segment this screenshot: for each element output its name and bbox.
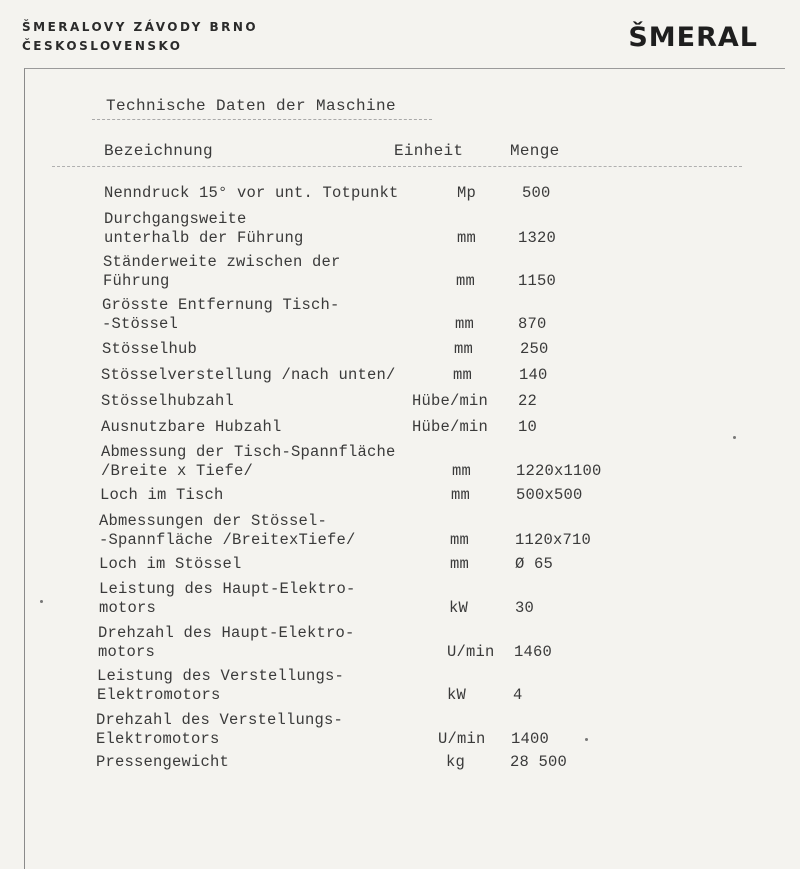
paper-speck xyxy=(733,436,736,439)
row-unit: mm xyxy=(453,366,473,384)
row-qty: 22 xyxy=(518,392,538,410)
row-unit: mm xyxy=(454,340,474,358)
row-unit: mm xyxy=(452,462,472,480)
company-line-2: ČESKOSLOVENSKO xyxy=(22,39,183,53)
row-unit: U/min xyxy=(438,730,486,748)
row-name: Abmessung der Tisch-Spannfläche /Breite x Tiefe/ xyxy=(101,443,396,480)
row-qty: 1120x710 xyxy=(515,531,592,549)
row-qty: Ø 65 xyxy=(515,555,554,573)
row-name: Pressengewicht xyxy=(96,753,230,771)
row-qty: 250 xyxy=(520,340,549,358)
row-unit: mm xyxy=(456,272,476,290)
document-title: Technische Daten der Maschine xyxy=(106,97,397,115)
row-name: Durchgangsweite unterhalb der Führung xyxy=(104,210,304,247)
row-unit: mm xyxy=(450,531,470,549)
row-name: Leistung des Haupt-Elektro- motors xyxy=(99,580,356,617)
row-name: Stösselhub xyxy=(102,340,198,358)
row-unit: Hübe/min xyxy=(412,418,489,436)
row-unit: mm xyxy=(450,555,470,573)
paper-speck xyxy=(585,738,588,741)
row-qty: 1400 xyxy=(511,730,550,748)
row-qty: 1220x1100 xyxy=(516,462,602,480)
column-header-unit: Einheit xyxy=(394,142,464,160)
paper-speck xyxy=(40,600,43,603)
row-name: Ausnutzbare Hubzahl xyxy=(101,418,282,436)
row-qty: 28 500 xyxy=(510,753,568,771)
row-name: Loch im Tisch xyxy=(100,486,224,504)
row-name: Nenndruck 15° vor unt. Totpunkt xyxy=(104,184,399,202)
row-unit: kW xyxy=(449,599,469,617)
row-name: Ständerweite zwischen der Führung xyxy=(103,253,341,290)
row-qty: 1150 xyxy=(518,272,557,290)
row-unit: mm xyxy=(451,486,471,504)
row-name: Loch im Stössel xyxy=(99,555,242,573)
row-name: Stösselverstellung /nach unten/ xyxy=(101,366,396,384)
row-qty: 870 xyxy=(518,315,547,333)
column-header-name: Bezeichnung xyxy=(104,142,213,160)
row-qty: 500x500 xyxy=(516,486,583,504)
row-qty: 1320 xyxy=(518,229,557,247)
row-unit: mm xyxy=(455,315,475,333)
smeral-logo: ŠMERAL xyxy=(628,22,758,53)
row-name: Leistung des Verstellungs- Elektromotors xyxy=(97,667,345,704)
row-unit: Mp xyxy=(457,184,477,202)
row-qty: 30 xyxy=(515,599,535,617)
row-name: Abmessungen der Stössel- -Spannfläche /BreitexTiefe/ xyxy=(99,512,356,549)
row-name: Drehzahl des Haupt-Elektro- motors xyxy=(98,624,355,661)
company-line-1: ŠMERALOVY ZÁVODY BRNO xyxy=(22,20,259,34)
title-underline xyxy=(92,119,432,120)
row-name: Drehzahl des Verstellungs- Elektromotors xyxy=(96,711,344,748)
row-unit: Hübe/min xyxy=(412,392,489,410)
company-name xyxy=(22,18,258,56)
row-unit: kW xyxy=(447,686,467,704)
row-name: Stösselhubzahl xyxy=(101,392,235,410)
row-unit: U/min xyxy=(447,643,495,661)
column-header-qty: Menge xyxy=(510,142,560,160)
row-qty: 1460 xyxy=(514,643,553,661)
row-qty: 140 xyxy=(519,366,548,384)
row-qty: 4 xyxy=(513,686,523,704)
row-qty: 500 xyxy=(522,184,551,202)
row-name: Grösste Entfernung Tisch- -Stössel xyxy=(102,296,340,333)
row-unit: mm xyxy=(457,229,477,247)
row-unit: kg xyxy=(446,753,466,771)
row-qty: 10 xyxy=(518,418,538,436)
header-divider xyxy=(52,166,742,167)
